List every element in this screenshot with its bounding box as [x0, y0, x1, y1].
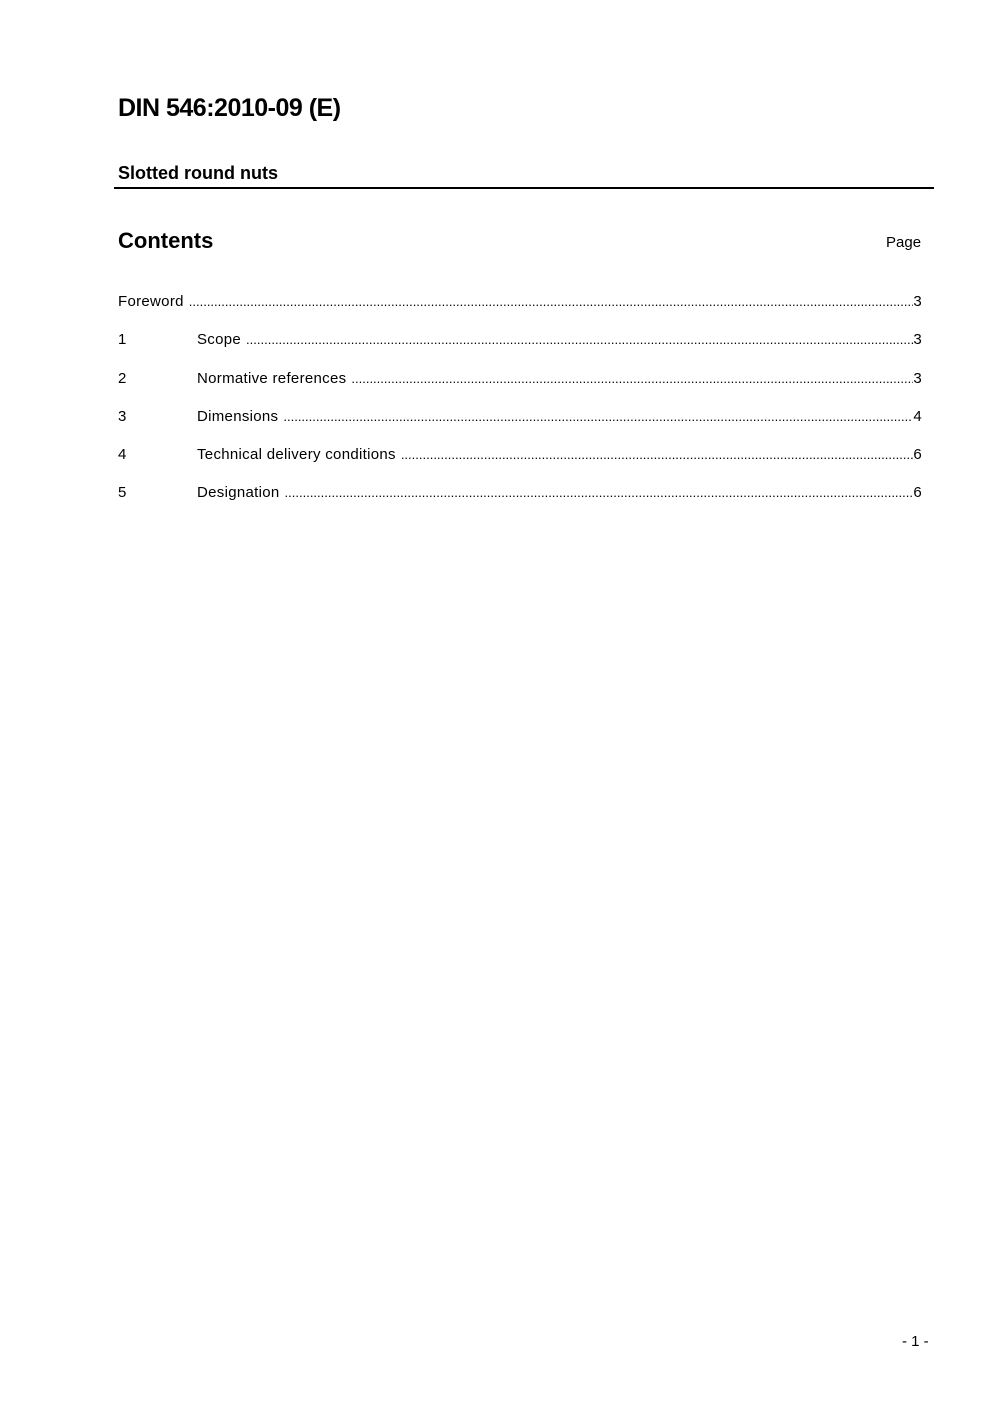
toc-entry-number: 4 — [118, 446, 127, 463]
toc-entry-title: Normative references — [197, 369, 347, 387]
toc-entry-page: 3 — [913, 293, 922, 310]
toc-leader-dots — [246, 330, 913, 349]
toc-entry-title: Scope — [197, 331, 242, 349]
toc-entry-title: Dimensions — [197, 407, 279, 425]
contents-heading: Contents — [118, 228, 214, 253]
toc-entry-designation[interactable] — [118, 483, 922, 521]
subtitle-rule — [114, 162, 934, 189]
toc-entry-number: 1 — [118, 331, 127, 349]
page-column-heading: Page — [886, 234, 922, 251]
footer-page-number: - 1 - — [902, 1333, 929, 1350]
toc-leader-dots — [401, 445, 914, 464]
toc-entry-technical-delivery-conditions[interactable] — [118, 445, 922, 483]
toc-leader-dots — [285, 483, 914, 502]
toc-leader-dots — [351, 369, 913, 388]
document-subtitle: Slotted round nuts — [118, 163, 278, 183]
toc-entry-number: 3 — [118, 407, 127, 425]
toc-entry-normative-references[interactable] — [118, 369, 922, 407]
toc-entry-number: 2 — [118, 369, 127, 387]
toc-entry-title: Designation — [197, 484, 280, 502]
toc-leader-dots — [189, 292, 914, 311]
toc-entry-number: 5 — [118, 484, 127, 502]
toc-entry-page: 3 — [913, 331, 922, 349]
toc-leader-dots — [283, 407, 913, 426]
toc-entry-foreword[interactable] — [118, 292, 922, 330]
toc-entry-scope[interactable] — [118, 330, 922, 368]
toc-entry-page: 3 — [913, 369, 922, 387]
table-of-contents — [118, 292, 922, 522]
toc-entry-dimensions[interactable] — [118, 407, 922, 445]
toc-entry-page: 6 — [913, 484, 922, 502]
toc-entry-page: 6 — [913, 446, 922, 463]
document-title: DIN 546:2010-09 (E) — [118, 94, 341, 122]
toc-entry-page: 4 — [913, 407, 922, 425]
toc-entry-title: Foreword — [118, 293, 184, 310]
toc-entry-title: Technical delivery conditions — [197, 446, 396, 463]
